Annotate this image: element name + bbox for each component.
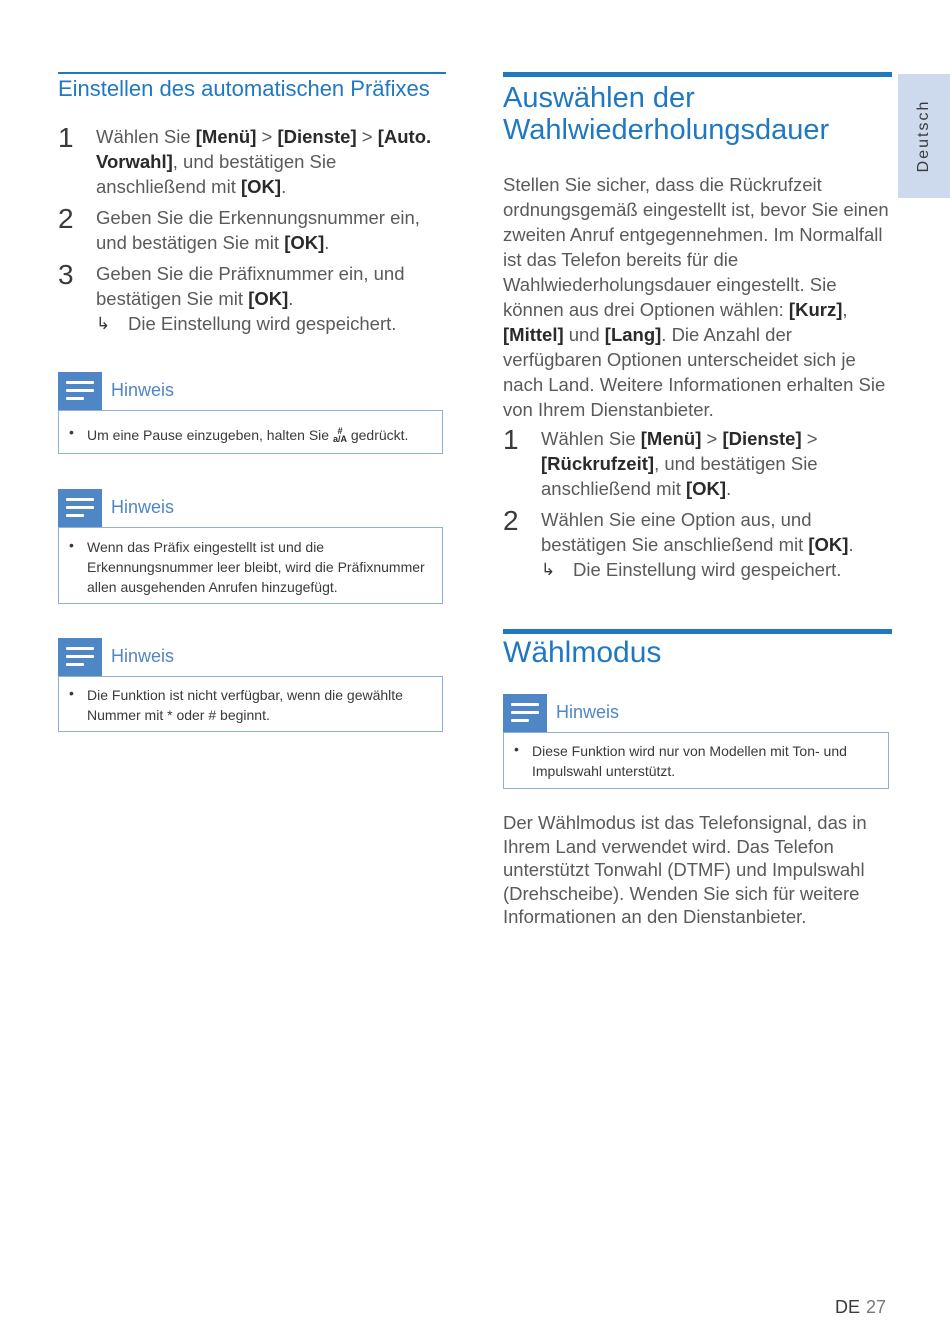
result-text: Die Einstellung wird gespeichert. [573, 559, 842, 580]
footer-language: DE [835, 1297, 861, 1317]
note-icon [58, 489, 102, 527]
dial-mode-paragraph: Der Wählmodus ist das Telefonsignal, das in Ihrem Land verwendet wird. Das Telefon unterstützt Tonwahl (DTMF) und Impulswahl (Drehscheibe). Wenden Sie sich für weitere Informationen an den Dienstanbieter. [503, 812, 867, 927]
note-icon [503, 694, 547, 732]
note-text: Die Funktion ist nicht verfügbar, wenn die gewählte Nummer mit * oder # beginnt. [87, 687, 403, 723]
hash-key-icon: # a/A [332, 426, 347, 444]
note-text: Diese Funktion wird nur von Modellen mit Ton- und Impulswahl unterstützt. [532, 743, 847, 779]
section-heading-redial: Auswählen der Wahlwiederholungsdauer [503, 82, 830, 146]
note-function [58, 638, 443, 732]
note-box [58, 527, 443, 604]
step-text: Geben Sie die Präfixnummer ein, und bestätigen Sie mit [OK]. [96, 263, 405, 309]
bullet: • [514, 741, 519, 757]
bullet: • [69, 537, 74, 553]
note-label: Hinweis [111, 380, 175, 400]
note-text: Wenn das Präfix eingestellt ist und die Erkennungsnummer leer bleibt, wird die Präfixnummer allen ausgehenden Anrufen hinzugefügt. [87, 539, 425, 595]
note-label: Hinweis [111, 646, 175, 666]
result-text: Die Einstellung wird gespeichert. [128, 313, 397, 334]
step-number: 1 [503, 424, 519, 455]
section-rule [58, 72, 446, 74]
note-icon [58, 638, 102, 676]
note-label: Hinweis [556, 702, 620, 722]
note-text: Um eine Pause einzugeben, halten Sie # a/A gedrückt. [87, 426, 409, 444]
note-pause [58, 372, 443, 454]
step-text: Wählen Sie eine Option aus, und bestätigen Sie anschließend mit [OK]. [541, 509, 854, 555]
bullet: • [69, 685, 74, 701]
note-box [58, 676, 443, 732]
intro-paragraph: Stellen Sie sicher, dass die Rückrufzeit ordnungsgemäß eingestellt ist, bevor Sie einen zweiten Anruf entgegennehmen. Im Normalfall ist das Telefon bereits für die Wahlwiederholungsdauer eingestellt. Sie können aus drei Optionen wählen: [Kurz], [Mittel] und [Lang]. Die Anzahl der verfügbaren Optionen unterscheidet sich je nach Land. Weitere Informationen erhalten Sie von Ihrem Dienstanbieter. [503, 174, 889, 420]
step-number: 2 [58, 203, 74, 234]
language-tab [898, 74, 950, 198]
note-dial-mode [503, 694, 889, 789]
note-box [58, 410, 443, 454]
language-tab-label: Deutsch [915, 99, 932, 173]
page-number: 27 [866, 1297, 887, 1317]
result-arrow-icon: ↳ [96, 314, 111, 333]
result-arrow-icon: ↳ [541, 560, 556, 579]
section-heading-dial-mode: Wählmodus [503, 636, 662, 669]
note-box [503, 732, 889, 789]
step-number: 2 [503, 505, 519, 536]
note-label: Hinweis [111, 497, 175, 517]
step-text: Geben Sie die Erkennungsnummer ein, und bestätigen Sie mit [OK]. [96, 207, 420, 253]
section-rule [503, 72, 892, 77]
section-rule [503, 629, 892, 634]
step-text: Wählen Sie [Menü] > [Dienste] > [Rückrufzeit], und bestätigen Sie anschließend mit [OK]. [541, 428, 818, 499]
section-heading-prefix: Einstellen des automatischen Präfixes [58, 76, 430, 101]
step-number: 3 [58, 259, 74, 290]
step-text: Wählen Sie [Menü] > [Dienste] > [Auto. Vorwahl], und bestätigen Sie anschließend mit [OK]. [96, 126, 432, 197]
note-icon [58, 372, 102, 410]
page-footer [835, 1297, 886, 1318]
note-prefix [58, 489, 443, 603]
step-number: 1 [58, 122, 74, 153]
bullet: • [69, 424, 74, 440]
